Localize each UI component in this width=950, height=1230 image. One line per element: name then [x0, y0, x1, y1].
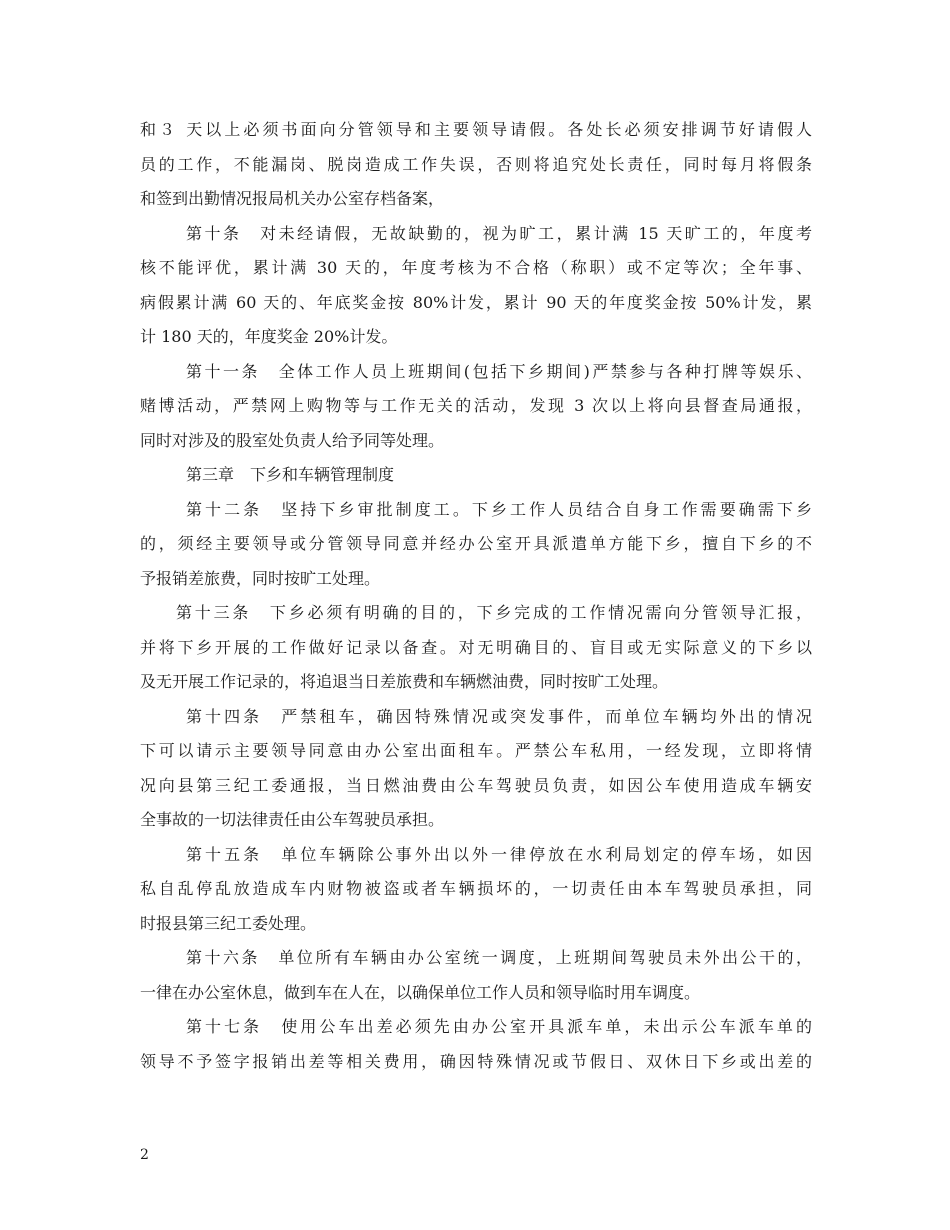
- text-line: 全事故的一切法律责任由公车驾驶员承担。: [140, 810, 445, 829]
- text-line: 同时对涉及的股室处负责人给予同等处理。: [140, 430, 445, 450]
- text-line: 核不能评优，累计满 30 天的，年度考核为不合格（称职）或不定等次；全年事、: [140, 258, 812, 277]
- text-line: 予报销差旅费，同时按旷工处理。: [140, 568, 381, 588]
- text-line: 私自乱停乱放造成车内财物被盗或者车辆损坏的，一切责任由本车驾驶员承担，同: [140, 879, 812, 898]
- text-line: 领导不予签字报销出差等相关费用，确因特殊情况或节假日、双休日下乡或出差的: [140, 1051, 812, 1071]
- page-number: 2: [140, 1147, 149, 1163]
- text-line: 和签到出勤情况报局机关办公室存档备案，: [140, 189, 445, 208]
- chapter-3-heading: 第三章 下乡和车辆管理制度: [186, 465, 395, 484]
- text-line: 赌博活动，严禁网上购物等与工作无关的活动，发现 3 次以上将向县督查局通报，: [140, 396, 812, 415]
- article-16-line: 第十六条 单位所有车辆由办公室统一调度，上班期间驾驶员未外出公干的，: [186, 948, 812, 967]
- article-15-line: 第十五条 单位车辆除公事外出以外一律停放在水利局划定的停车场，如因: [186, 844, 812, 864]
- text-line: 时报县第三纪工委处理。: [140, 913, 317, 933]
- text-line: 一律在办公室休息，做到车在人在，以确保单位工作人员和领导临时用车调度。: [140, 982, 701, 1002]
- document-body: [140, 113, 812, 1079]
- article-14-line: 第十四条 严禁租车，确因特殊情况或突发事件，而单位车辆均外出的情况: [186, 706, 812, 726]
- text-line: 的，须经主要领导或分管领导同意并经办公室开具派遣单方能下乡，擅自下乡的不: [140, 534, 812, 553]
- text-line: 和３ 天以上必须书面向分管领导和主要领导请假。各处长必须安排调节好请假人: [140, 120, 812, 139]
- text-line: 并将下乡开展的工作做好记录以备查。对无明确目的、盲目或无实际意义的下乡以: [140, 637, 812, 657]
- text-line: 况向县第三纪工委通报，当日燃油费由公车驾驶员负责，如因公车使用造成车辆安: [140, 775, 812, 795]
- article-10-line: 第十条 对未经请假，无故缺勤的，视为旷工，累计满 15 天旷工的，年度考: [186, 223, 812, 243]
- article-12-line: 第十二条 坚持下乡审批制度工。下乡工作人员结合自身工作需要确需下乡: [186, 499, 812, 519]
- article-13-line: 第十三条 下乡必须有明确的目的，下乡完成的工作情况需向分管领导汇报，: [176, 603, 812, 622]
- text-line: 计 180 天的，年度奖金 20%计发。: [140, 327, 398, 346]
- text-line: 下可以请示主要领导同意由办公室出面租车。严禁公车私用，一经发现，立即将情: [140, 741, 812, 760]
- article-11-line: 第十一条 全体工作人员上班期间(包括下乡期间)严禁参与各种打牌等娱乐、: [186, 361, 812, 381]
- article-17-line: 第十七条 使用公车出差必须先由办公室开具派车单，未出示公车派车单的: [186, 1017, 812, 1036]
- text-line: 病假累计满 60 天的、年底奖金按 80%计发，累计 90 天的年度奖金按 50%计发，累: [140, 292, 812, 312]
- text-line: 及无开展工作记录的，将追退当日差旅费和车辆燃油费，同时按旷工处理。: [140, 672, 669, 691]
- text-line: 员的工作，不能漏岗、脱岗造成工作失误，否则将追究处长责任，同时每月将假条: [140, 154, 812, 174]
